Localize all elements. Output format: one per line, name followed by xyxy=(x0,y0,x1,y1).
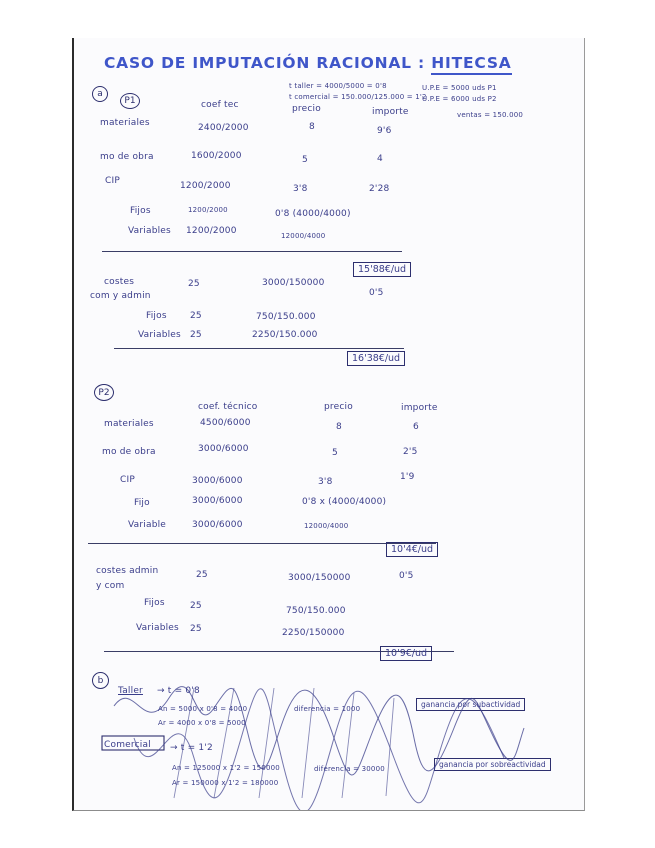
title-main: CASO DE IMPUTACIÓN RACIONAL : xyxy=(104,54,426,72)
taller-an: An = 5000 x 0'8 = 4000 xyxy=(158,705,248,713)
p1-fijos-coef: 1200/2000 xyxy=(188,206,228,214)
note-t-taller: t taller = 4000/5000 = 0'8 xyxy=(289,82,387,90)
p1-header-coef: coef tec xyxy=(201,100,239,110)
p1-divider-2 xyxy=(114,348,404,349)
p2-row-importe: 6 xyxy=(413,422,419,432)
p1-row-coef: 2400/2000 xyxy=(198,123,249,133)
p2-row-importe: 2'5 xyxy=(403,447,418,457)
p1-costes-precio: 3000/150000 xyxy=(262,278,325,288)
p2-costes-name2: y com xyxy=(96,581,125,591)
p1-variables-coef: 1200/2000 xyxy=(186,226,237,236)
p2-subtotal: 10'4€/ud xyxy=(386,542,438,557)
p1-row-name: CIP xyxy=(105,176,120,186)
p2-cvariables-coef: 25 xyxy=(190,624,202,634)
p1-cfijos-precio: 750/150.000 xyxy=(256,312,316,322)
p2-row-name: materiales xyxy=(104,419,154,429)
p2-costes-coef: 25 xyxy=(196,570,208,580)
p2-fijos-precio: 0'8 x (4000/4000) xyxy=(302,497,387,507)
p1-variables-precio: 12000/4000 xyxy=(281,232,326,240)
p1-costes-name: costes xyxy=(104,277,135,287)
p1-row-coef: 1600/2000 xyxy=(191,151,242,161)
p2-variables-name: Variable xyxy=(128,520,167,530)
p2-row-coef: 4500/6000 xyxy=(200,418,251,428)
p2-divider xyxy=(88,543,436,544)
p2-costes-name: costes admin xyxy=(96,566,159,576)
p2-header-importe: importe xyxy=(401,403,438,413)
note-upe-p1: U.P.E = 5000 uds P1 xyxy=(422,84,497,92)
p1-header-precio: precio xyxy=(292,104,321,114)
p1-cvariables-name: Variables xyxy=(138,330,181,340)
title-company: HITECSA xyxy=(431,54,511,75)
p2-cvariables-name: Variables xyxy=(136,623,179,633)
p1-cvariables-coef: 25 xyxy=(190,330,202,340)
comercial-diferencia: diferencia = 30000 xyxy=(314,765,385,773)
p2-cfijos-precio: 750/150.000 xyxy=(286,606,346,616)
comercial-result-box: ganancia por sobreactividad xyxy=(434,758,551,771)
note-ventas: ventas = 150.000 xyxy=(457,111,524,119)
taller-ar: Ar = 4000 x 0'8 = 5000 xyxy=(158,719,246,727)
p2-row-name: mo de obra xyxy=(102,447,156,457)
p1-divider xyxy=(102,251,402,252)
p2-costes-importe: 0'5 xyxy=(399,571,414,581)
p2-header-coef: coef. técnico xyxy=(198,402,258,412)
p1-row-precio: 8 xyxy=(309,122,315,132)
p2-row-precio: 3'8 xyxy=(318,477,333,487)
p1-row-importe: 4 xyxy=(377,154,383,164)
p1-row-precio: 3'8 xyxy=(293,184,308,194)
note-upe-p2: U.P.E = 6000 uds P2 xyxy=(422,95,497,103)
comercial-ar: Ar = 150000 x 1'2 = 180000 xyxy=(172,779,279,787)
p2-row-precio: 5 xyxy=(332,448,338,458)
p2-row-coef: 3000/6000 xyxy=(192,476,243,486)
taller-label: Taller xyxy=(118,686,143,696)
note-t-comercial: t comercial = 150.000/125.000 = 1'2 xyxy=(289,93,427,101)
comercial-t: → t = 1'2 xyxy=(170,743,213,753)
p1-row-importe: 2'28 xyxy=(369,184,390,194)
p2-cfijos-coef: 25 xyxy=(190,601,202,611)
p2-header-precio: precio xyxy=(324,402,353,412)
p2-variables-precio: 12000/4000 xyxy=(304,522,349,530)
p2-row-importe: 1'9 xyxy=(400,472,415,482)
p1-costes-importe: 0'5 xyxy=(369,288,384,298)
p1-variables-name: Variables xyxy=(128,226,171,236)
p1-total: 16'38€/ud xyxy=(347,351,405,366)
taller-diferencia: diferencia = 1000 xyxy=(294,705,361,713)
p2-row-coef: 3000/6000 xyxy=(198,444,249,454)
taller-result-box: ganancia por subactividad xyxy=(416,698,525,711)
p1-fijos-precio: 0'8 (4000/4000) xyxy=(275,209,351,219)
comercial-an: An = 125000 x 1'2 = 150000 xyxy=(172,764,280,772)
p1-marker: P1 xyxy=(120,93,140,109)
page-title xyxy=(104,54,512,72)
p2-total: 10'9€/ud xyxy=(380,646,432,661)
p1-costes-name2: com y admin xyxy=(90,291,151,301)
p1-cfijos-name: Fijos xyxy=(146,311,167,321)
p1-row-precio: 5 xyxy=(302,155,308,165)
p2-row-precio: 8 xyxy=(336,422,342,432)
p1-costes-coef: 25 xyxy=(188,279,200,289)
p1-fijos-name: Fijos xyxy=(130,206,151,216)
p1-subtotal: 15'88€/ud xyxy=(353,262,411,277)
p2-marker: P2 xyxy=(94,384,114,401)
p1-cvariables-precio: 2250/150.000 xyxy=(252,330,318,340)
p1-cfijos-coef: 25 xyxy=(190,311,202,321)
p2-fijos-coef: 3000/6000 xyxy=(192,496,243,506)
p2-costes-precio: 3000/150000 xyxy=(288,573,351,583)
comercial-label: Comercial xyxy=(104,740,151,750)
p2-cfijos-name: Fijos xyxy=(144,598,165,608)
p2-fijos-name: Fijo xyxy=(134,498,150,508)
p1-row-name: materiales xyxy=(100,118,150,128)
p2-variables-coef: 3000/6000 xyxy=(192,520,243,530)
p1-row-name: mo de obra xyxy=(100,152,154,162)
notebook-page xyxy=(72,38,585,811)
taller-t: → t = 0'8 xyxy=(157,686,200,696)
p2-cvariables-precio: 2250/150000 xyxy=(282,628,345,638)
p1-header-importe: importe xyxy=(372,107,409,117)
p1-row-importe: 9'6 xyxy=(377,126,392,136)
p2-row-name: CIP xyxy=(120,475,135,485)
p1-row-coef: 1200/2000 xyxy=(180,181,231,191)
part-b-marker: b xyxy=(92,672,109,689)
part-a-marker: a xyxy=(92,86,108,102)
